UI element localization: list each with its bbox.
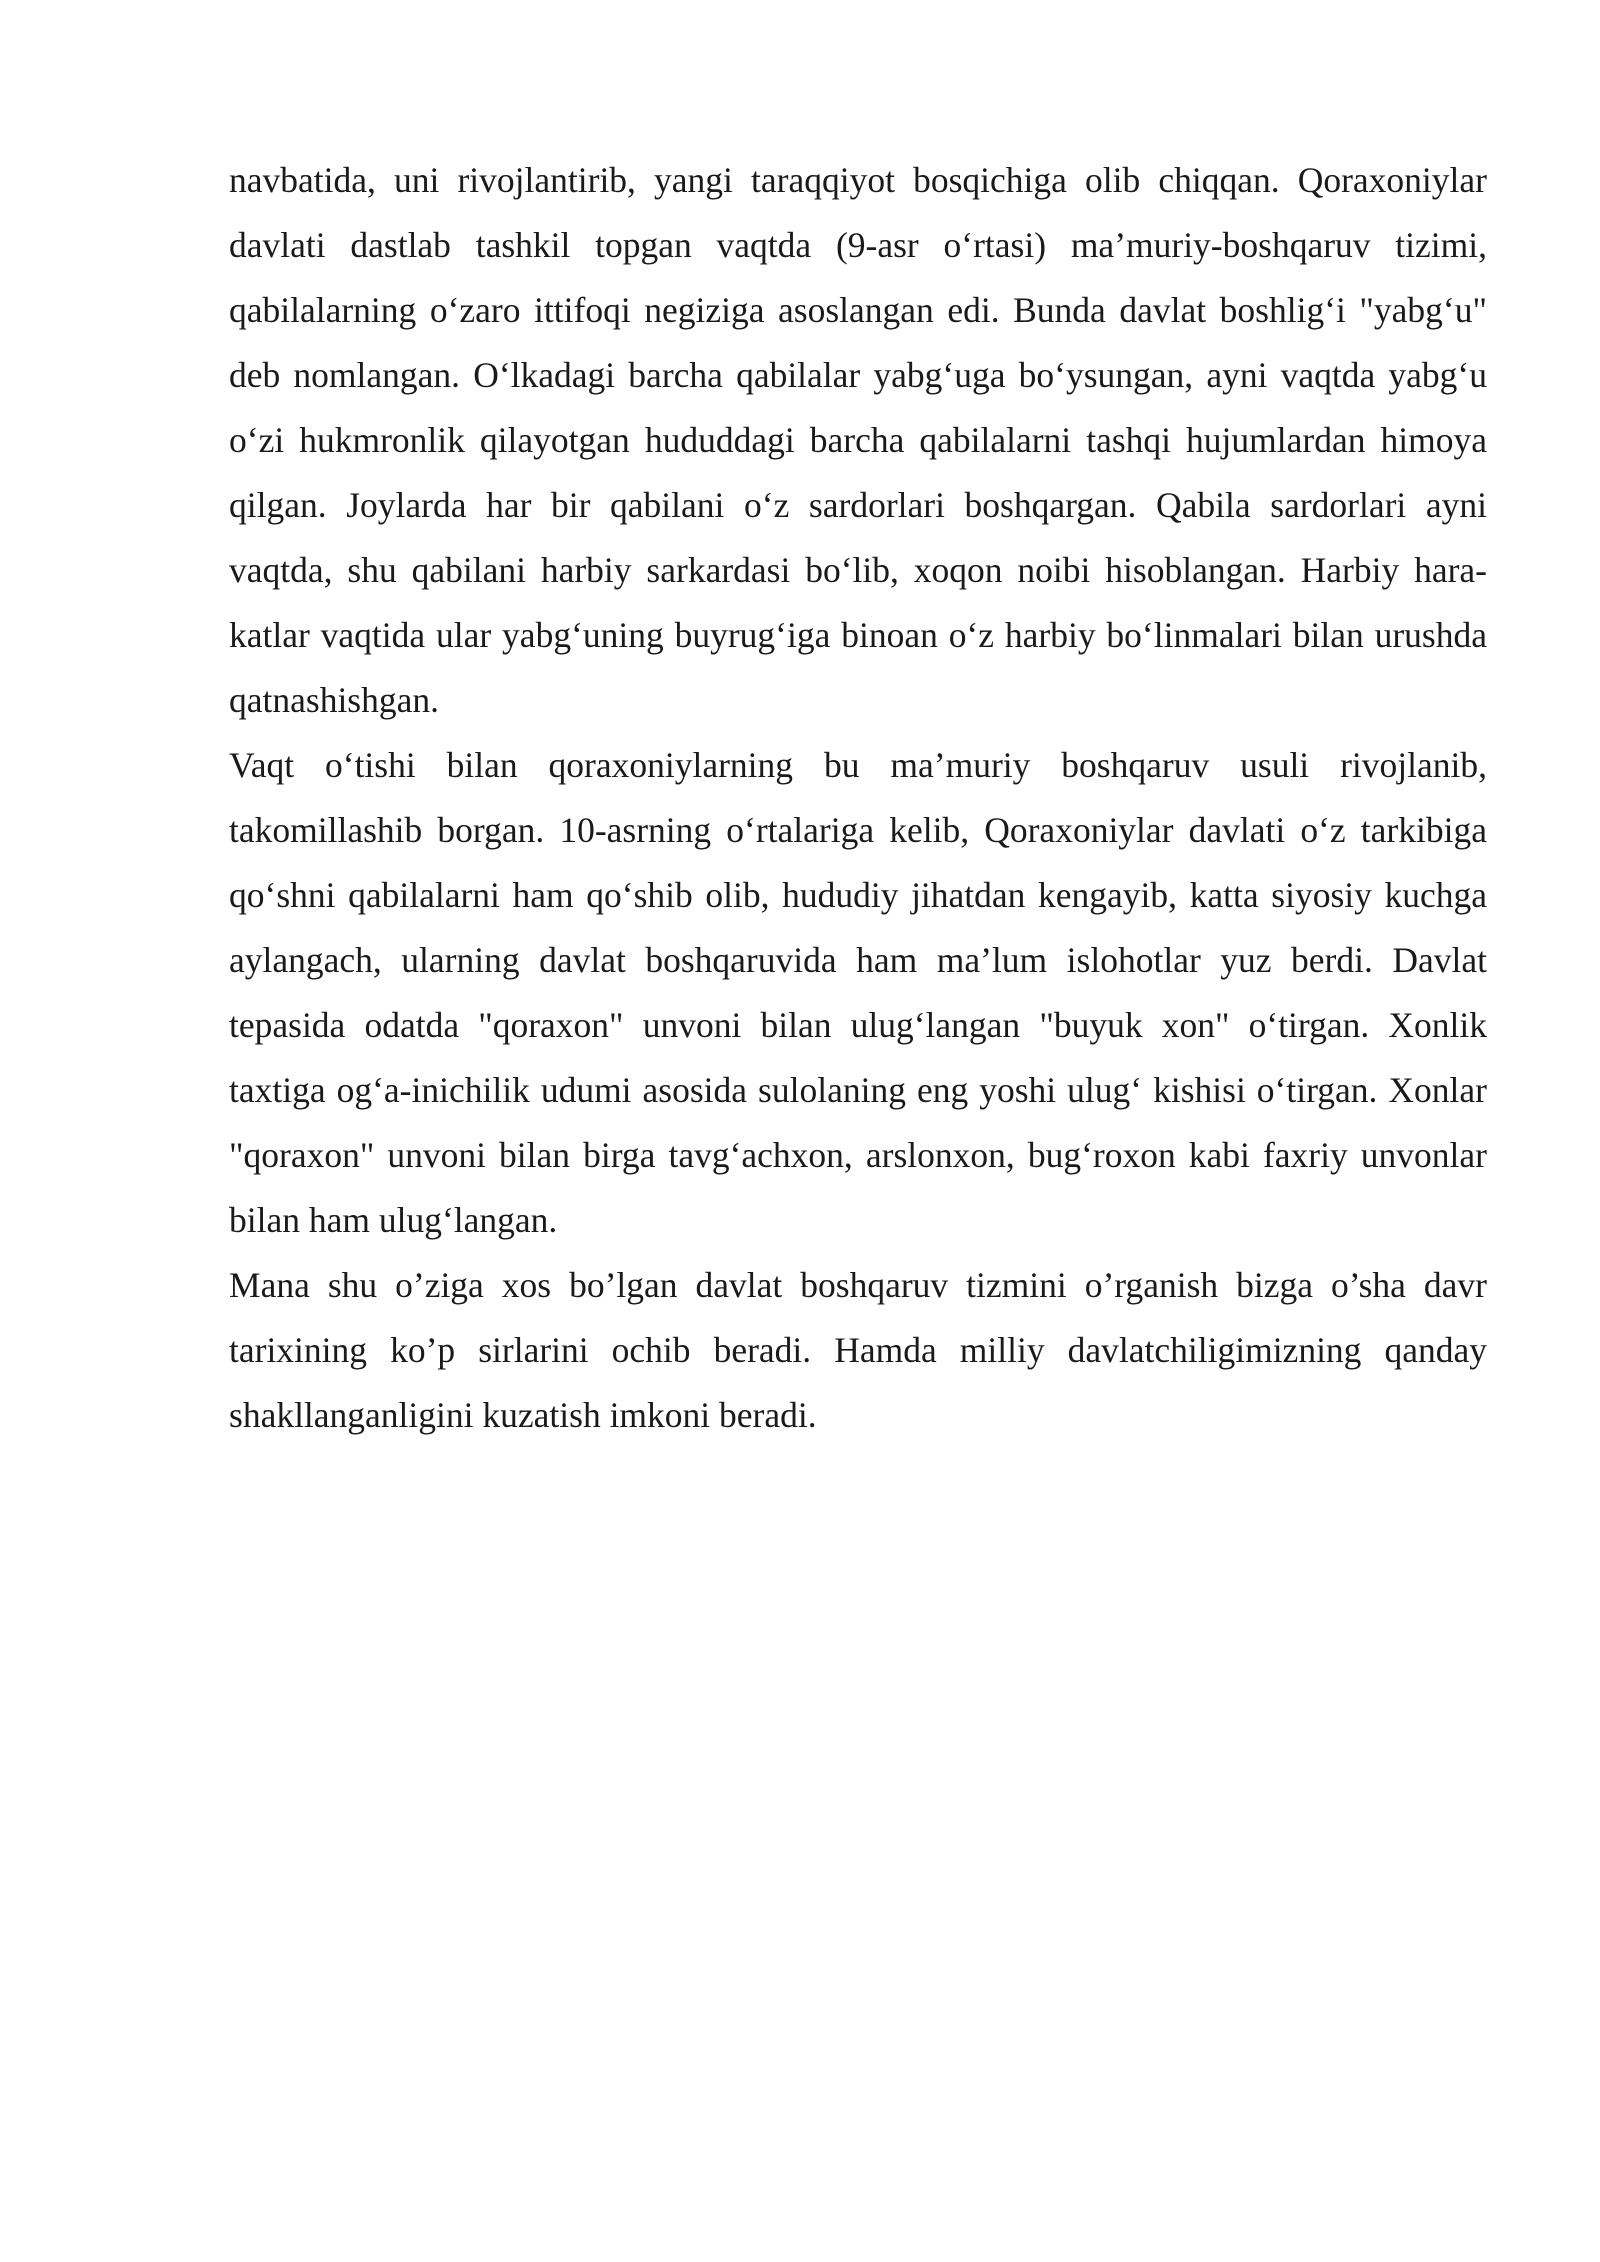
paragraph-2: Vaqt o‘tishi bilan qoraxoniylarning bu ma’muriy boshqaruv usuli rivojlanib, takomillashib borgan. 10-asrning o‘rtalariga kelib, Qoraxoniylar davlati o‘z tarkibiga qo‘shni qabilalarni ham qo‘shib olib, hududiy jihatdan kengayib, katta siyosiy kuchga aylangach, ularning davlat boshqaruvida ham ma’lum islohotlar yuz berdi. Davlat tepasida odatda "qoraxon" unvoni bilan ulug‘langan "buyuk xon" o‘tirgan. Xonlik taxtiga og‘a-inichilik udumi asosida sulolaning eng yoshi ulug‘ kishisi o‘tirgan. Xonlar "qoraxon" unvoni bilan birga tavg‘achxon, arslonxon, bug‘roxon kabi faxriy unvonlar bilan ham ulug‘langan. [229,745,1487,1240]
paragraph-1: navbatida, uni rivojlantirib, yangi taraqqiyot bosqichiga olib chiqqan. Qoraxoniylar davlati dastlab tashkil topgan vaqtda (9-asr o‘rtasi) ma’muriy-boshqaruv tizimi, qabilalarning o‘zaro ittifoqi negiziga asoslangan edi. Bunda davlat boshlig‘i "yabg‘u" deb nomlangan. O‘lkadagi barcha qabilalar yabg‘uga bo‘ysungan, ayni vaqtda yabg‘u o‘zi hukmronlik qilayotgan hududdagi barcha qabilalarni tashqi hujumlardan himoya qilgan. Joylarda har bir qabilani o‘z sardorlari boshqargan. Qabila sardorlari ayni vaqtda, shu qabilani harbiy sarkardasi bo‘lib, xoqon noibi hisoblangan. Harbiy hara-katlar vaqtida ular yabg‘uning buyrug‘iga binoan o‘z harbiy bo‘linmalari bilan urushda qatnashishgan. [229,160,1487,720]
document-body [229,148,1487,1448]
paragraph-3: Mana shu o’ziga xos bo’lgan davlat boshqaruv tizmini o’rganish bizga o’sha davr tarixining ko’p sirlarini ochib beradi. Hamda milliy davlatchiligimizning qanday shakllanganligini kuzatish imkoni beradi. [229,1265,1487,1435]
